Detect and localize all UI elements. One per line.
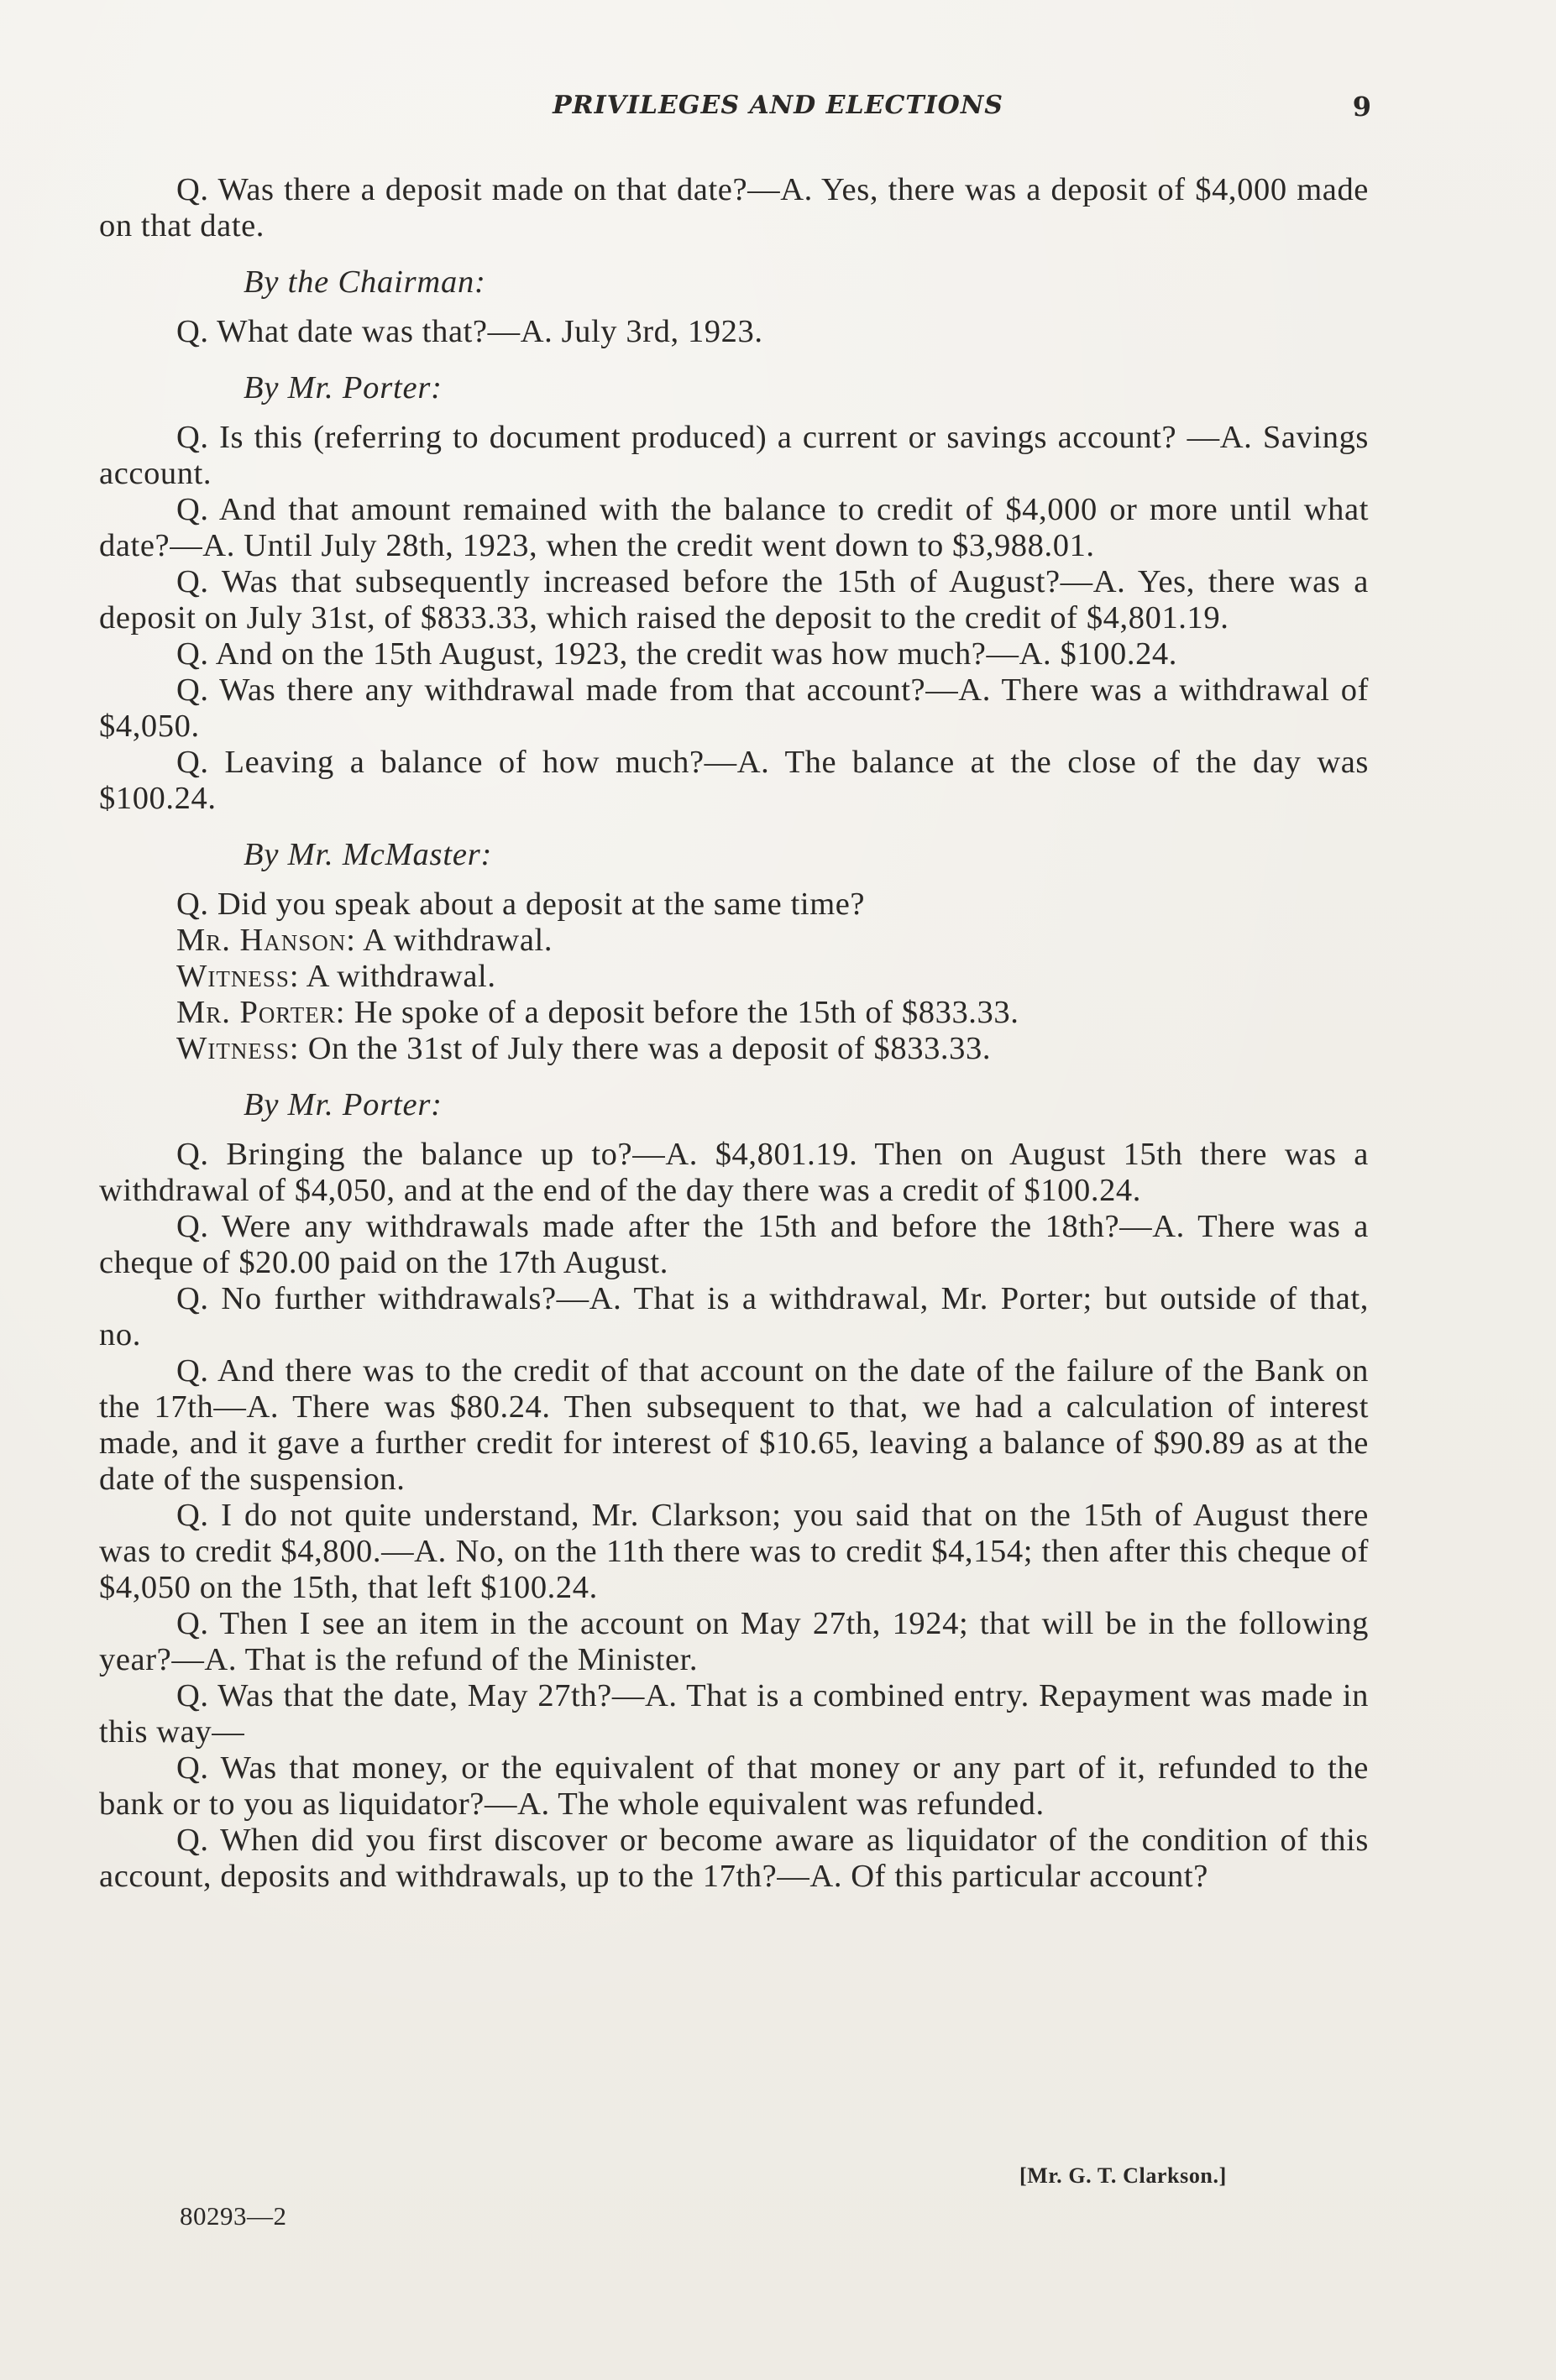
- paragraph: Q. When did you first discover or become aware as liquidator of the condition of this account, deposits and withdrawals, up to the 17th?—A. Of this particular account?: [99, 1823, 1369, 1894]
- paragraph: Q. Was there any withdrawal made from that account?—A. There was a withdrawal of $4,050.: [99, 672, 1369, 744]
- speaker-text: A withdrawal.: [356, 923, 553, 958]
- paragraph: Q. Was that the date, May 27th?—A. That is a combined entry. Repayment was made in this way—: [99, 1678, 1369, 1750]
- witness-signature-note: [Mr. G. T. Clarkson.]: [1019, 2163, 1227, 2188]
- paragraph: Q. Was there a deposit made on that date?—A. Yes, there was a deposit of $4,000 made on that date.: [99, 172, 1369, 243]
- speaker-text: A withdrawal.: [299, 959, 496, 994]
- transcript-body: [99, 172, 1369, 1895]
- speaker-name: Witness:: [176, 959, 300, 994]
- paragraph: Q. Leaving a balance of how much?—A. The balance at the close of the day was $100.24.: [99, 745, 1369, 816]
- speaker-paragraph: [99, 1031, 1369, 1067]
- running-head: PRIVILEGES AND ELECTIONS: [553, 91, 1003, 120]
- paragraph: Q. Is this (referring to document produced) a current or savings account? —A. Savings account.: [99, 420, 1369, 491]
- speaker-name: Mr. Porter:: [176, 995, 346, 1030]
- paragraph: Q. Were any withdrawals made after the 15th and before the 18th?—A. There was a cheque of $20.00 paid on the 17th August.: [99, 1209, 1369, 1280]
- speaker-paragraph: [99, 959, 1369, 995]
- paragraph: Q. No further withdrawals?—A. That is a withdrawal, Mr. Porter; but outside of that, no.: [99, 1281, 1369, 1352]
- paragraph: Q. I do not quite understand, Mr. Clarkson; you said that on the 15th of August there was to credit $4,800.—A. No, on the 11th there was to credit $4,154; then after this cheque of $4,050 on the 15th, that left $100.24.: [99, 1498, 1369, 1605]
- paragraph: Q. Then I see an item in the account on May 27th, 1924; that will be in the following year?—A. That is the refund of the Minister.: [99, 1606, 1369, 1677]
- examiner-heading: By Mr. McMaster:: [244, 837, 493, 872]
- paragraph: Q. What date was that?—A. July 3rd, 1923.: [176, 314, 763, 349]
- paragraph: Q. Bringing the balance up to?—A. $4,801.19. Then on August 15th there was a withdrawal of $4,050, and at the end of the day there was a credit of $100.24.: [99, 1137, 1369, 1208]
- paragraph: Q. And on the 15th August, 1923, the credit was how much?—A. $100.24.: [176, 636, 1178, 672]
- paragraph: Q. Was that subsequently increased before the 15th of August?—A. Yes, there was a deposit on July 31st, of $833.33, which raised the deposit to the credit of $4,801.19.: [99, 564, 1369, 636]
- paragraph: Q. Was that money, or the equivalent of that money or any part of it, refunded to the bank or to you as liquidator?—A. The whole equivalent was refunded.: [99, 1750, 1369, 1822]
- paragraph: Q. Did you speak about a deposit at the same time?: [176, 887, 866, 922]
- paragraph: Q. And there was to the credit of that account on the date of the failure of the Bank on the 17th—A. There was $80.24. Then subsequent to that, we had a calculation of interest made, and it gave a further credit for interest of $10.65, leaving a balance of $90.89 as at the date of the suspension.: [99, 1353, 1369, 1497]
- paragraph: Q. And that amount remained with the balance to credit of $4,000 or more until what date?—A. Until July 28th, 1923, when the credit went down to $3,988.01.: [99, 492, 1369, 563]
- speaker-paragraph: [99, 923, 1369, 959]
- page-number: 9: [1352, 91, 1371, 123]
- speaker-text: On the 31st of July there was a deposit of $833.33.: [299, 1031, 992, 1066]
- printer-code: 80293—2: [180, 2201, 287, 2231]
- speaker-paragraph: [99, 995, 1369, 1031]
- examiner-heading: By Mr. Porter:: [244, 370, 443, 405]
- speaker-text: He spoke of a deposit before the 15th of $833.33.: [345, 995, 1019, 1030]
- examiner-heading: By the Chairman:: [244, 264, 486, 300]
- examiner-heading: By Mr. Porter:: [244, 1087, 443, 1122]
- speaker-name: Witness:: [176, 1031, 300, 1066]
- speaker-name: Mr. Hanson:: [176, 923, 357, 958]
- page-header: [0, 91, 1556, 133]
